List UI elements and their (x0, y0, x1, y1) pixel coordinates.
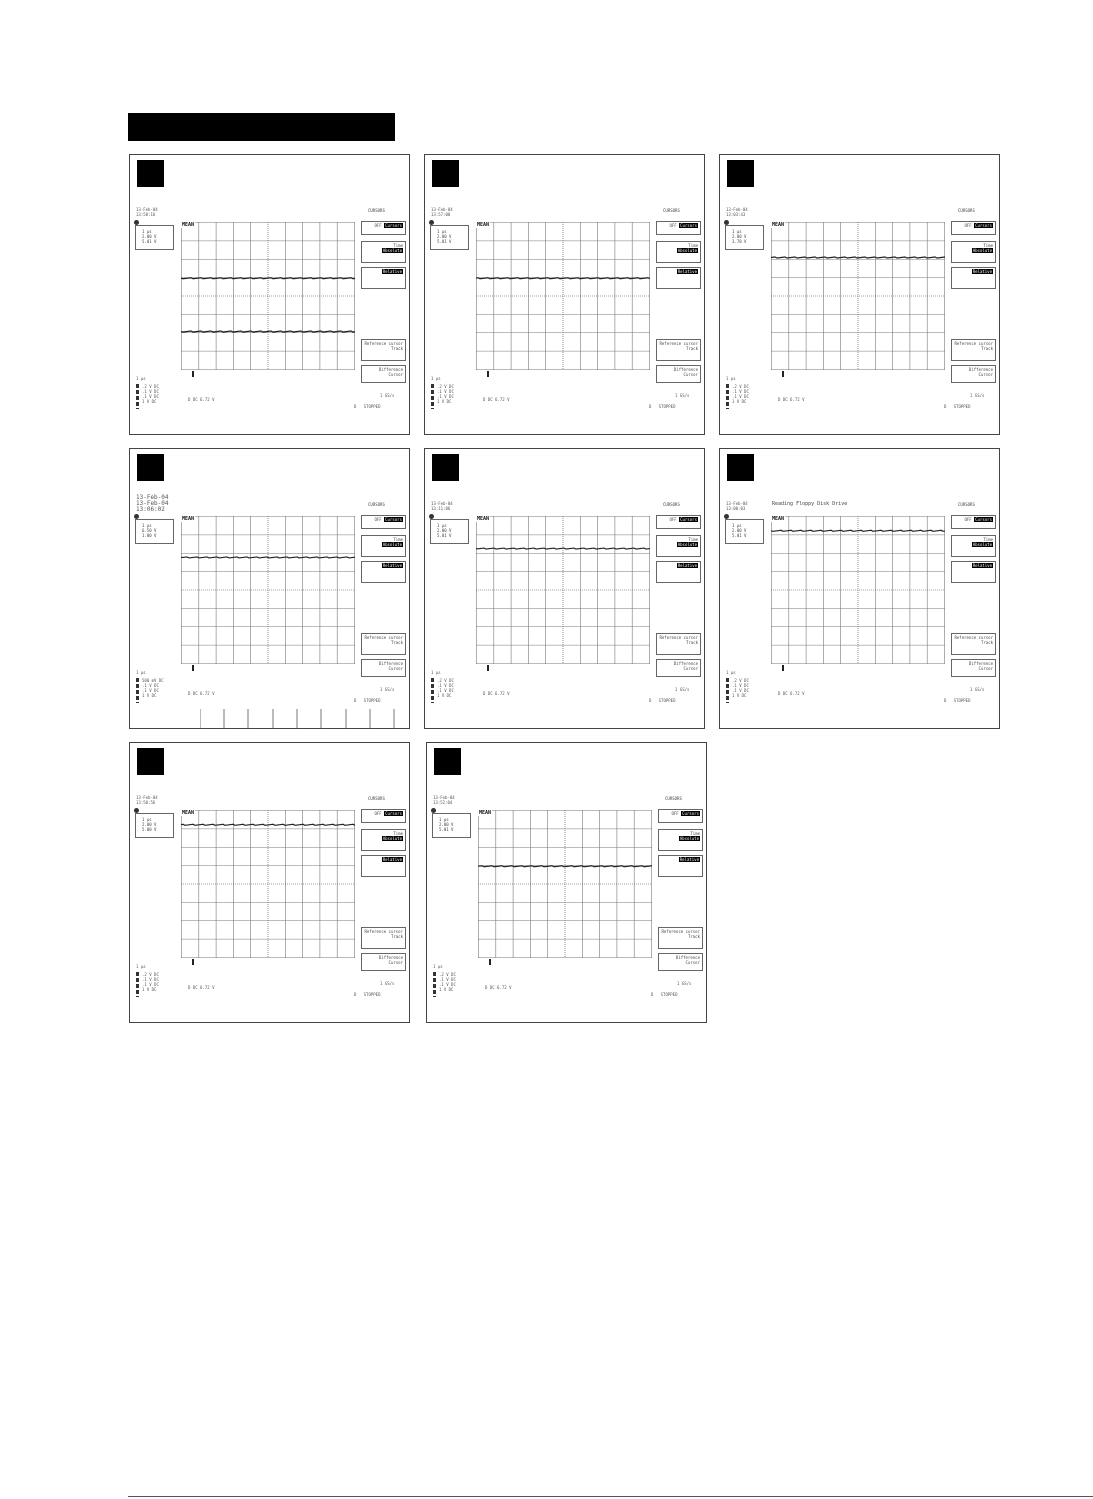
reference-label: Reference cursor (364, 929, 403, 934)
channel-bar-icon (433, 972, 436, 997)
reference-cursor-button[interactable] (361, 927, 406, 949)
type-button[interactable] (658, 855, 703, 877)
cursors-toggle-button[interactable] (951, 221, 996, 235)
reference-label: Reference cursor (661, 929, 700, 934)
cursor-label: Cursor (978, 666, 993, 671)
off-label: OFF (964, 223, 972, 228)
timebase-readout: 1 µs (431, 376, 441, 381)
channel-bar-icon (136, 972, 139, 997)
trigger-readout: D DC 6.72 V (188, 691, 215, 696)
scope-screen (181, 222, 355, 370)
difference-label: Difference (673, 367, 698, 372)
timebase-readout: 1 µs (726, 376, 736, 381)
cursors-toggle-button[interactable] (656, 221, 701, 235)
timebase-readout: 1 µs (433, 964, 443, 969)
trigger-position-icon (782, 665, 784, 671)
relative-label: Relative (679, 857, 699, 862)
channel-settings: .2 V DC .1 V DC .1 V DC 1 V DC (142, 384, 159, 404)
time-label: Time (983, 537, 993, 542)
type-button[interactable] (656, 561, 701, 583)
relative-label: Relative (382, 563, 402, 568)
cursors-label: Cursors (682, 811, 699, 816)
trigger-readout: D DC 6.72 V (485, 985, 512, 990)
channel-settings: .2 V DC .1 V DC .1 V DC 1 V DC (732, 678, 749, 698)
cursors-toggle-button[interactable] (951, 515, 996, 529)
sample-rate: 1 GS/s (677, 981, 692, 986)
menu-header: CURSORS (368, 208, 385, 213)
sample-rate: 1 GS/s (675, 393, 690, 398)
scope-screen (476, 222, 650, 370)
sample-rate: 1 GS/s (970, 687, 985, 692)
waveform-trace (181, 331, 355, 332)
trigger-readout: D DC 6.72 V (188, 397, 215, 402)
difference-label: Difference (968, 661, 993, 666)
timestamp: 13-Feb-04 13-Feb-04 13:06:02 (136, 494, 169, 513)
off-label: OFF (374, 811, 382, 816)
timestamp: 13-Feb-04 13:57:00 (431, 207, 453, 217)
channel-bar-icon (431, 678, 434, 703)
acquisition-status: D STOPPED (354, 698, 381, 703)
acquisition-status: D STOPPED (354, 404, 381, 409)
off-label: OFF (964, 517, 972, 522)
scope-screen (478, 810, 652, 958)
acquisition-status: D STOPPED (649, 698, 676, 703)
scale-readout: 1 µs 2.00 V 5.01 V (430, 519, 469, 544)
reference-label: Reference cursor (364, 341, 403, 346)
cursor-label: Cursor (683, 372, 698, 377)
difference-cursor-button[interactable] (951, 659, 996, 677)
reference-cursor-button[interactable] (656, 633, 701, 655)
channel-bar-icon (726, 678, 729, 703)
mode-time-button[interactable] (951, 241, 996, 263)
reference-cursor-button[interactable] (361, 633, 406, 655)
reference-cursor-button[interactable] (951, 339, 996, 361)
track-label: Track (685, 640, 698, 645)
channel-bar-icon (136, 678, 139, 703)
scale-readout: 1 µs 2.00 V 5.01 V (725, 519, 764, 544)
relative-label: Relative (972, 269, 992, 274)
absolute-label: Absolute (382, 248, 402, 253)
difference-cursor-button[interactable] (656, 365, 701, 383)
trigger-readout: D DC 6.72 V (188, 985, 215, 990)
relative-label: Relative (677, 563, 697, 568)
scope-panel-3 (719, 154, 1000, 435)
waveform-trace (181, 557, 355, 558)
timestamp: 13-Feb-04 13:03:43 (726, 207, 748, 217)
track-label: Track (687, 934, 700, 939)
cursor-label: Cursor (685, 960, 700, 965)
track-label: Track (390, 640, 403, 645)
track-label: Track (685, 346, 698, 351)
scope-panel-6 (719, 448, 1000, 729)
channel-bar-icon (136, 384, 139, 409)
trigger-position-icon (782, 371, 784, 377)
cursor-label: Cursor (388, 666, 403, 671)
channel-settings: 500 mV DC .1 V DC .1 V DC 1 V DC (142, 678, 164, 698)
timebase-readout: 1 µs (136, 964, 146, 969)
track-label: Track (390, 346, 403, 351)
type-button[interactable] (951, 561, 996, 583)
acquire-mode-label: MEAN (182, 222, 195, 228)
relative-label: Relative (677, 269, 697, 274)
trigger-readout: D DC 6.72 V (778, 691, 805, 696)
relative-label: Relative (382, 269, 402, 274)
channel-bar-icon (431, 384, 434, 409)
scale-readout: 1 µs 2.00 V 5.01 V (135, 225, 174, 250)
trigger-position-icon (487, 665, 489, 671)
cursors-toggle-button[interactable] (361, 515, 406, 529)
waveform-trace (476, 278, 650, 279)
acquire-mode-label: MEAN (479, 810, 492, 816)
trigger-readout: D DC 6.72 V (483, 397, 510, 402)
panel-badge (727, 454, 754, 481)
difference-label: Difference (378, 955, 403, 960)
scope-panel-5 (424, 448, 705, 729)
off-label: OFF (374, 223, 382, 228)
panel-badge (432, 160, 459, 187)
waveform-trace (771, 530, 945, 531)
timebase-readout: 1 µs (431, 670, 441, 675)
reference-cursor-button[interactable] (951, 633, 996, 655)
scope-panel-1 (129, 154, 410, 435)
acquire-mode-label: MEAN (182, 516, 195, 522)
scope-panel-2 (424, 154, 705, 435)
off-label: OFF (669, 517, 677, 522)
trigger-position-icon (192, 665, 194, 671)
off-label: OFF (374, 517, 382, 522)
acquisition-status: D STOPPED (944, 698, 971, 703)
scope-screen (771, 222, 945, 370)
scope-screen (476, 516, 650, 664)
sample-rate: 1 GS/s (380, 981, 395, 986)
cursors-label: Cursors (975, 223, 992, 228)
cursors-toggle-button[interactable] (361, 221, 406, 235)
difference-label: Difference (378, 367, 403, 372)
absolute-label: Absolute (382, 542, 402, 547)
mode-time-button[interactable] (656, 241, 701, 263)
cursors-toggle-button[interactable] (361, 809, 406, 823)
waveform-trace (181, 824, 355, 825)
cursors-toggle-button[interactable] (656, 515, 701, 529)
scale-readout: 1 µs 6.50 V 1.00 V (135, 519, 174, 544)
track-label: Track (390, 934, 403, 939)
trigger-position-icon (487, 371, 489, 377)
panel-badge (137, 748, 164, 775)
timebase-readout: 1 µs (136, 670, 146, 675)
acquire-mode-label: MEAN (477, 222, 490, 228)
type-button[interactable] (951, 267, 996, 289)
acquisition-status: D STOPPED (651, 992, 678, 997)
scope-panel-7 (129, 742, 410, 1023)
type-button[interactable] (656, 267, 701, 289)
mode-time-button[interactable] (951, 535, 996, 557)
time-label: Time (688, 537, 698, 542)
trigger-position-icon (489, 959, 491, 965)
mode-time-button[interactable] (361, 535, 406, 557)
scope-panel-4 (129, 448, 410, 729)
timestamp: 13-Feb-04 13:00:03 (726, 501, 748, 511)
reference-label: Reference cursor (954, 341, 993, 346)
panel-badge (137, 160, 164, 187)
scale-readout: 1 µs 2.00 V 5.01 V (430, 225, 469, 250)
difference-cursor-button[interactable] (656, 659, 701, 677)
cursors-label: Cursors (680, 223, 697, 228)
time-label: Time (393, 831, 403, 836)
absolute-label: Absolute (677, 248, 697, 253)
menu-header: CURSORS (665, 796, 682, 801)
scale-readout: 1 µs 2.00 V 5.01 V (432, 813, 471, 838)
reference-label: Reference cursor (954, 635, 993, 640)
time-label: Time (688, 243, 698, 248)
trigger-position-icon (192, 959, 194, 965)
acquisition-status: D STOPPED (354, 992, 381, 997)
difference-cursor-button[interactable] (361, 953, 406, 971)
tick-strip (200, 709, 400, 729)
timebase-readout: 1 µs (726, 670, 736, 675)
cursor-label: Cursor (388, 960, 403, 965)
difference-label: Difference (968, 367, 993, 372)
menu-header: CURSORS (663, 502, 680, 507)
sample-rate: 1 GS/s (380, 393, 395, 398)
track-label: Track (980, 640, 993, 645)
panel-badge (137, 454, 164, 481)
channel-bar-icon (726, 384, 729, 409)
time-label: Time (690, 831, 700, 836)
menu-header: CURSORS (368, 502, 385, 507)
reference-label: Reference cursor (364, 635, 403, 640)
trigger-position-icon (192, 371, 194, 377)
time-label: Time (983, 243, 993, 248)
status-message: Reading Floppy Disk Drive (772, 501, 848, 507)
panel-badge (432, 454, 459, 481)
cursors-label: Cursors (385, 517, 402, 522)
cursors-toggle-button[interactable] (658, 809, 703, 823)
difference-label: Difference (378, 661, 403, 666)
cursors-label: Cursors (680, 517, 697, 522)
menu-header: CURSORS (663, 208, 680, 213)
mode-time-button[interactable] (361, 241, 406, 263)
channel-settings: .2 V DC .1 V DC .1 V DC 1 V DC (437, 384, 454, 404)
off-label: OFF (669, 223, 677, 228)
reference-label: Reference cursor (659, 341, 698, 346)
reference-cursor-button[interactable] (658, 927, 703, 949)
scale-readout: 1 µs 2.00 V 3.78 V (725, 225, 764, 250)
panel-badge (434, 748, 461, 775)
trigger-readout: D DC 6.72 V (483, 691, 510, 696)
difference-label: Difference (673, 661, 698, 666)
channel-settings: .2 V DC .1 V DC .1 V DC 1 V DC (732, 384, 749, 404)
channel-settings: .2 V DC .1 V DC .1 V DC 1 V DC (142, 972, 159, 992)
absolute-label: Absolute (972, 542, 992, 547)
scope-screen (771, 516, 945, 664)
acquire-mode-label: MEAN (477, 516, 490, 522)
type-button[interactable] (361, 267, 406, 289)
scope-screen (181, 810, 355, 958)
trigger-readout: D DC 6.72 V (778, 397, 805, 402)
difference-cursor-button[interactable] (361, 365, 406, 383)
timestamp: 13-Feb-04 13:52:04 (433, 795, 455, 805)
difference-cursor-button[interactable] (658, 953, 703, 971)
scale-readout: 1 µs 2.00 V 5.00 V (135, 813, 174, 838)
acquire-mode-label: MEAN (772, 222, 785, 228)
menu-header: CURSORS (368, 796, 385, 801)
timebase-readout: 1 µs (136, 376, 146, 381)
acquire-mode-label: MEAN (182, 810, 195, 816)
absolute-label: Absolute (679, 836, 699, 841)
sample-rate: 1 GS/s (675, 687, 690, 692)
absolute-label: Absolute (677, 542, 697, 547)
type-button[interactable] (361, 561, 406, 583)
acquire-mode-label: MEAN (772, 516, 785, 522)
cursor-label: Cursor (388, 372, 403, 377)
timestamp: 13-Feb-04 13:50:56 (136, 795, 158, 805)
cursor-label: Cursor (978, 372, 993, 377)
time-label: Time (393, 243, 403, 248)
timestamp: 13-Feb-04 13:58:16 (136, 207, 158, 217)
relative-label: Relative (972, 563, 992, 568)
reference-cursor-button[interactable] (656, 339, 701, 361)
menu-header: CURSORS (958, 208, 975, 213)
panel-badge (727, 160, 754, 187)
channel-settings: .2 V DC .1 V DC .1 V DC 1 V DC (437, 678, 454, 698)
absolute-label: Absolute (382, 836, 402, 841)
acquisition-status: D STOPPED (649, 404, 676, 409)
sample-rate: 1 GS/s (380, 687, 395, 692)
timestamp: 13-Feb-04 13:11:06 (431, 501, 453, 511)
mode-time-button[interactable] (656, 535, 701, 557)
relative-label: Relative (382, 857, 402, 862)
absolute-label: Absolute (972, 248, 992, 253)
off-label: OFF (671, 811, 679, 816)
acquisition-status: D STOPPED (944, 404, 971, 409)
type-button[interactable] (361, 855, 406, 877)
time-label: Time (393, 537, 403, 542)
track-label: Track (980, 346, 993, 351)
footer-rule (128, 1496, 1093, 1497)
scope-screen (181, 516, 355, 664)
cursors-label: Cursors (385, 811, 402, 816)
cursors-label: Cursors (385, 223, 402, 228)
difference-cursor-button[interactable] (951, 365, 996, 383)
menu-header: CURSORS (958, 502, 975, 507)
cursors-label: Cursors (975, 517, 992, 522)
channel-settings: .2 V DC .1 V DC .1 V DC 1 V DC (439, 972, 456, 992)
mode-time-button[interactable] (361, 829, 406, 851)
difference-cursor-button[interactable] (361, 659, 406, 677)
section-title-bar (128, 113, 395, 141)
sample-rate: 1 GS/s (970, 393, 985, 398)
mode-time-button[interactable] (658, 829, 703, 851)
reference-cursor-button[interactable] (361, 339, 406, 361)
difference-label: Difference (675, 955, 700, 960)
cursor-label: Cursor (683, 666, 698, 671)
waveform-trace (771, 257, 945, 258)
waveform-trace (181, 278, 355, 279)
scope-panel-8 (426, 742, 707, 1023)
reference-label: Reference cursor (659, 635, 698, 640)
